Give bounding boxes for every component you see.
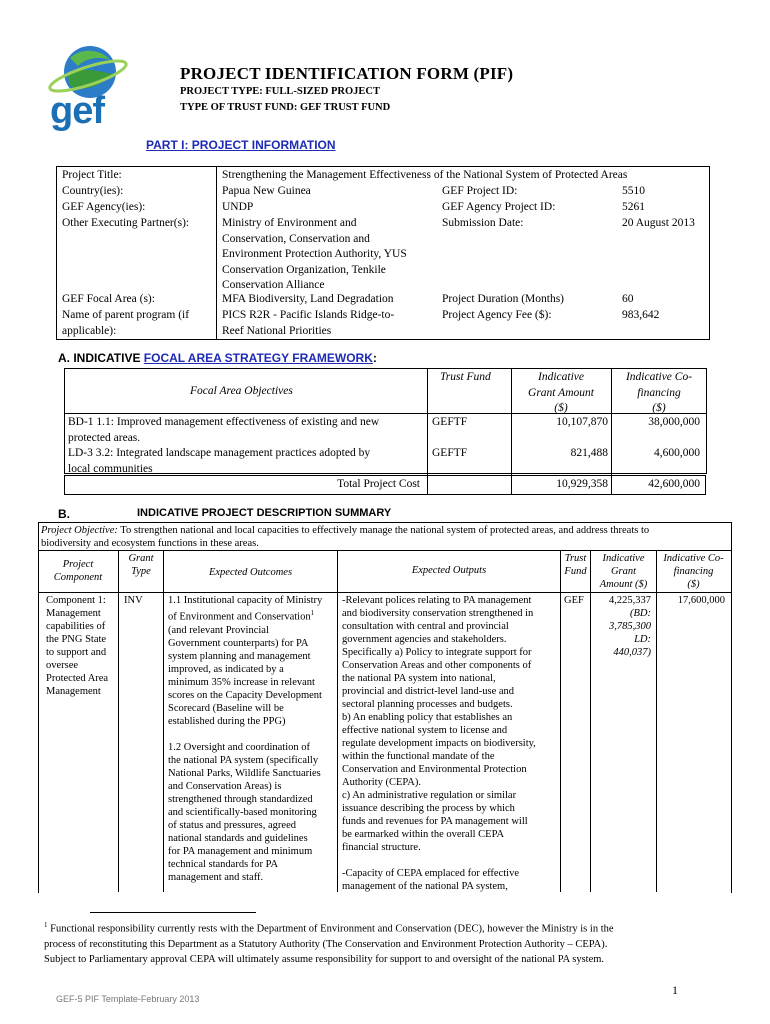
footnote: $^1$ Functional responsibility currently rests with the Department of Environment and Conservation (DEC), however the Ministry is in the process of reconstituting this Department as a Statutory Authority (The Conservation and Environment Protection Authority – CEPA). Subject to Parliamentary approval CEPA will ultimately assume responsibility for support to and oversight of the national PA system. xyxy=(44,921,614,965)
total-label: Total Project Cost xyxy=(337,478,420,490)
divider xyxy=(216,166,217,340)
page-number: 1 xyxy=(672,983,678,997)
page-title: PROJECT IDENTIFICATION FORM (PIF) xyxy=(180,64,514,83)
focal-area-value: MFA Biodiversity, Land Degradation xyxy=(222,293,394,305)
parent-value: PICS R2R - Pacific Islands Ridge-to- Reef National Priorities xyxy=(222,309,395,337)
cofinancing-cell: 17,600,000 xyxy=(677,595,725,606)
col-trust-fund: Trust Fund xyxy=(440,371,491,383)
agency-project-id: 5261 xyxy=(622,201,645,213)
divider xyxy=(64,475,65,495)
divider xyxy=(337,550,338,892)
gef-logo xyxy=(40,36,130,136)
project-title-label: Project Title: xyxy=(62,169,122,181)
grant-type-cell: INV xyxy=(124,595,143,606)
submission-label: Submission Date: xyxy=(442,217,524,229)
col-outcomes: Expected Outcomes xyxy=(208,567,293,578)
divider xyxy=(705,475,706,495)
col-grant-type: Grant Type xyxy=(128,553,154,577)
project-title: Strengthening the Management Effectiveness of the National System of Protected Areas xyxy=(222,169,628,181)
country-label: Country(ies): xyxy=(62,185,124,197)
divider xyxy=(38,592,731,593)
col-component: Project Component xyxy=(53,559,103,583)
footnote-separator xyxy=(90,912,256,913)
divider xyxy=(560,550,561,892)
row-fund: GEFTF xyxy=(432,447,468,459)
total-cofin: 42,600,000 xyxy=(648,478,700,490)
partners-value: Ministry of Environment and Conservation, Conservation and Environment Protection Authority, YUS Conservation Organization, Tenkile Conservation Alliance xyxy=(222,217,407,291)
trust-fund-cell: GEF xyxy=(564,595,584,606)
fee-value: 983,642 xyxy=(622,309,660,321)
focal-area-label: GEF Focal Area (s): xyxy=(62,293,155,305)
row-grant: 821,488 xyxy=(570,447,608,459)
col-cofinancing: Indicative Co- financing ($) xyxy=(663,553,724,590)
logo-text: gef xyxy=(50,90,104,132)
gef-project-id-label: GEF Project ID: xyxy=(442,185,518,197)
col-amount: Indicative Grant Amount ($) xyxy=(599,553,648,590)
col-outputs: Expected Outputs xyxy=(411,565,487,576)
outputs-cell: -Relevant polices relating to PA management and biodiversity conservation strengthened in consultation with central and provincial government agencies and stakeholders. Specifically a) Policy to integrate support for Conservation Areas and other components of the national PA system into national, provincial and district-level land-use and sectoral planning processes and budgets. b) An enabling policy that establishes an effective national system to license and regulate development impacts on biodiversity, within the functional mandate of the Conservation and Environmental Protection Authority (CEPA). c) An administrative regulation or similar issuance describing the process by which funds and revenues for PA management will be earmarked within the overall CEPA financial structure. -Capacity of CEPA emplaced for effective management of the national PA system, xyxy=(342,595,536,892)
section-a-heading: A. INDICATIVE FOCAL AREA STRATEGY FRAMEWORK: xyxy=(58,351,377,365)
table-row: LD-3 3.2: Integrated landscape management practices adopted by local communities xyxy=(68,447,371,475)
parent-label: Name of parent program (if applicable): xyxy=(62,309,190,337)
project-type: PROJECT TYPE: FULL-SIZED PROJECT xyxy=(180,86,381,97)
divider xyxy=(64,494,706,495)
row-grant: 10,107,870 xyxy=(556,416,608,428)
row-cofin: 38,000,000 xyxy=(648,416,700,428)
col-cofinancing: Indicative Co- financing ($) xyxy=(625,371,693,414)
gef-project-id: 5510 xyxy=(622,185,645,197)
divider xyxy=(38,550,731,551)
section-b-letter: B. xyxy=(58,507,70,521)
total-grant: 10,929,358 xyxy=(556,478,608,490)
part1-heading: PART I: PROJECT INFORMATION xyxy=(146,138,336,152)
fee-label: Project Agency Fee ($): xyxy=(442,309,552,321)
submission-date: 20 August 2013 xyxy=(622,217,695,229)
divider xyxy=(163,550,164,892)
divider xyxy=(118,550,119,892)
focal-area-strategy-link[interactable]: FOCAL AREA STRATEGY FRAMEWORK xyxy=(143,351,373,365)
partners-label: Other Executing Partner(s): xyxy=(62,217,190,229)
agency-project-id-label: GEF Agency Project ID: xyxy=(442,201,556,213)
col-grant: Indicative Grant Amount ($) xyxy=(528,371,594,414)
duration-value: 60 xyxy=(622,293,634,305)
col-trust-fund: Trust Fund xyxy=(564,553,587,577)
agency-label: GEF Agency(ies): xyxy=(62,201,146,213)
project-objective: Project Objective: To strengthen national and local capacities to effectively manage the national system of protected areas, and address threats to biodiversity and ecosystem functions in these areas. xyxy=(41,525,650,549)
duration-label: Project Duration (Months) xyxy=(442,293,565,305)
footnote-ref: 1 xyxy=(310,609,315,617)
component-cell: Component 1: Management capabilities of the PNG State to support and oversee Protected Area Management xyxy=(46,595,109,697)
trust-fund-type: TYPE OF TRUST FUND: GEF TRUST FUND xyxy=(180,102,391,113)
outcomes-cell: 1.1 Institutional capacity of Ministry of Environment and Conservation$^1$ (and relevant Provincial Government counterparts) for PA system planning and management improved, as indicated by a minimum 35% increase in relevant scores on the Capacity Development Scorecard (Baseline will be established during the PPG) 1.2 Oversight and coordination of the national PA system (specifically National Parks, Wildlife Sanctuaries and Conservation Areas) is strengthened through standardized and scientifically-based monitoring of status and pressures, agreed national standards and guidelines for PA management and minimum technical standards for PA management and staff. xyxy=(168,595,323,883)
table-row: BD-1 1.1: Improved management effectiveness of existing and new protected areas. xyxy=(68,416,380,444)
country-value: Papua New Guinea xyxy=(222,185,311,197)
row-cofin: 4,600,000 xyxy=(654,447,700,459)
amount-cell: 4,225,337 (BD: 3,785,300 LD: 440,037) xyxy=(609,595,651,658)
section-b-heading: INDICATIVE PROJECT DESCRIPTION SUMMARY xyxy=(137,507,392,519)
agency-value: UNDP xyxy=(222,201,254,213)
row-fund: GEFTF xyxy=(432,416,468,428)
col-objectives: Focal Area Objectives xyxy=(190,385,293,397)
footer-template: GEF-5 PIF Template-February 2013 xyxy=(56,994,200,1004)
